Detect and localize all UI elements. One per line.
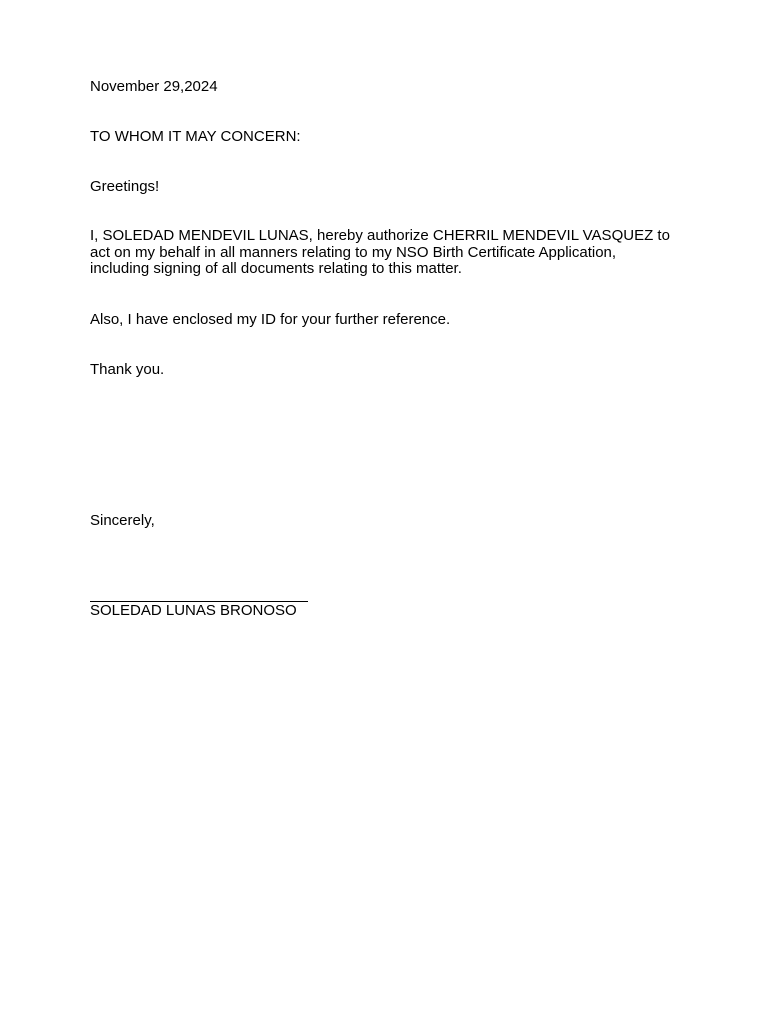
- authorization-paragraph: [90, 228, 690, 278]
- body-line: including signing of all documents relating to this matter.: [90, 260, 462, 277]
- body-line: I, SOLEDAD MENDEVIL LUNAS, hereby authorize CHERRIL MENDEVIL VASQUEZ to: [90, 227, 670, 244]
- letter-greeting: Greetings!: [90, 178, 160, 195]
- thank-you-line: Thank you.: [90, 361, 165, 378]
- enclosure-note: Also, I have enclosed my ID for your further reference.: [90, 311, 451, 328]
- letter-date: November 29,2024: [90, 78, 218, 95]
- body-line: act on my behalf in all manners relating to my NSO Birth Certificate Application,: [90, 243, 617, 261]
- letter-closing: Sincerely,: [90, 512, 155, 529]
- signatory-name: SOLEDAD LUNAS BRONOSO: [90, 602, 297, 619]
- letter-salutation: TO WHOM IT MAY CONCERN:: [90, 128, 301, 145]
